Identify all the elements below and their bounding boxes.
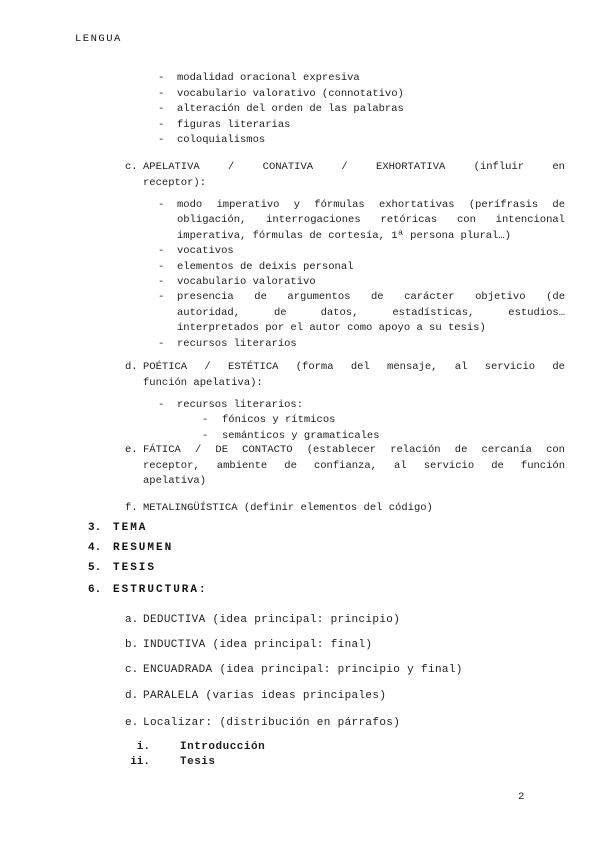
item-marker: a.: [125, 614, 139, 626]
dash-bullet-icon: -: [158, 134, 165, 147]
heading-number: 6.: [88, 584, 102, 596]
roman-item-tesis: [130, 755, 480, 769]
heading-label: TEMA: [113, 522, 148, 534]
list-item: [158, 290, 565, 305]
dash-bullet-icon: -: [158, 199, 165, 211]
item-text: DEDUCTIVA (idea principal: principio): [143, 614, 401, 626]
list-item: [158, 118, 565, 134]
roman-item-introduccion: [136, 740, 480, 754]
list-item-continuation: interpretados por el autor como apoyo a su tesis): [177, 322, 486, 335]
heading-number: 3.: [88, 522, 102, 534]
section-title-line: [125, 159, 565, 175]
section-title-line: apelativa): [143, 475, 207, 488]
item-marker: d.: [125, 690, 139, 702]
list-item-text: recursos literarios:: [177, 399, 304, 411]
list-item-text: vocabulario valorativo: [177, 276, 316, 289]
list-item-continuation: autoridad, de datos, estadísticas, estudios…: [177, 306, 565, 319]
dash-bullet-icon: -: [158, 337, 165, 350]
list-item-text: presencia de argumentos de carácter objetivo (de: [177, 291, 565, 304]
item-text: ENCUADRADA (idea principal: principio y final): [143, 664, 463, 676]
dash-bullet-icon: -: [158, 260, 165, 273]
list-item: [158, 337, 565, 352]
item-text: INDUCTIVA (idea principal: final): [143, 639, 373, 651]
dash-bullet-icon: -: [158, 399, 165, 411]
section-marker: e.: [125, 444, 138, 456]
item-marker: e.: [125, 717, 139, 729]
list-item-text: vocativos: [177, 245, 234, 258]
item-marker: ii.: [130, 756, 150, 768]
list-item-text: alteración del orden de las palabras: [177, 103, 404, 116]
dash-bullet-icon: -: [158, 87, 165, 100]
section-apelativa-title: [125, 159, 565, 191]
apelativa-bullet-list: [158, 198, 565, 352]
list-item: [158, 71, 565, 87]
item-text: PARALELA (varias ideas principales): [143, 690, 387, 702]
list-item: [158, 244, 565, 259]
list-item-text: recursos literarios: [177, 337, 297, 350]
list-item: [158, 87, 565, 103]
dash-bullet-icon: -: [202, 429, 209, 442]
heading-tema: [88, 521, 408, 536]
list-item-text: coloquialismos: [177, 134, 266, 147]
list-item: [158, 102, 565, 118]
dash-bullet-icon: -: [158, 245, 165, 258]
heading-label: TESIS: [113, 562, 157, 574]
list-item: [202, 429, 565, 445]
page-number: 2: [518, 791, 525, 803]
dash-bullet-icon: -: [158, 103, 165, 116]
estructura-item-deductiva: [125, 613, 565, 628]
item-marker: i.: [136, 741, 150, 753]
item-text: Localizar: (distribución en párrafos): [143, 717, 401, 729]
section-title-line: función apelativa):: [143, 377, 263, 389]
list-item-text: fónicos y rítmicos: [222, 414, 336, 426]
heading-number: 5.: [88, 562, 102, 574]
dash-bullet-icon: -: [158, 291, 165, 304]
list-item: [158, 198, 565, 213]
section-marker: c.: [125, 161, 138, 173]
section-title-text: FÁTICA / DE CONTACTO (establecer relación de cercanía con: [143, 444, 565, 456]
item-text: Tesis: [180, 756, 216, 768]
heading-number: 4.: [88, 542, 102, 554]
section-marker: f.: [125, 502, 138, 514]
list-item-text: figuras literarias: [177, 118, 291, 131]
list-item-text: modo imperativo y fórmulas exhortativas (perífrasis de: [177, 199, 565, 211]
list-item-text: modalidad oracional expresiva: [177, 72, 360, 84]
list-item-continuation: imperativa, fórmulas de cortesía, 1ª persona plural…): [177, 229, 511, 242]
dash-bullet-icon: -: [202, 414, 209, 426]
heading-tesis: [88, 561, 408, 576]
list-item: [158, 260, 565, 275]
heading-label: RESUMEN: [113, 542, 174, 554]
section-poetica-title: [125, 359, 565, 391]
page-header: LENGUA: [75, 33, 122, 45]
dash-bullet-icon: -: [158, 72, 165, 84]
estructura-item-paralela: [125, 689, 565, 704]
section-metalinguistica: [125, 501, 565, 517]
section-marker: d.: [125, 361, 138, 373]
section-fatica: [125, 443, 565, 490]
list-item: [158, 398, 565, 414]
list-item-text: vocabulario valorativo (connotativo): [177, 87, 404, 100]
section-title-text: APELATIVA / CONATIVA / EXHORTATIVA (influir en: [143, 161, 565, 173]
estructura-item-inductiva: [125, 638, 565, 653]
item-marker: c.: [125, 664, 139, 676]
poetica-sub-bullet-list: [202, 413, 565, 444]
list-item: [158, 133, 565, 149]
item-text: Introducción: [180, 741, 266, 753]
list-item: [158, 275, 565, 290]
heading-label: ESTRUCTURA:: [113, 584, 208, 596]
section-title-line: receptor, ambiente de confianza, al servicio de función: [143, 459, 565, 472]
section-title-text: POÉTICA / ESTÉTICA (forma del mensaje, al servicio de: [143, 361, 565, 373]
dash-bullet-icon: -: [158, 118, 165, 131]
section-title-text: METALINGÜÍSTICA (definir elementos del código): [143, 502, 433, 514]
list-item: [202, 413, 565, 429]
estructura-item-encuadrada: [125, 663, 565, 678]
section-title-line: [125, 501, 565, 517]
section-title-line: receptor):: [143, 177, 207, 189]
list-item-text: semánticos y gramaticales: [222, 429, 380, 442]
expresiva-bullet-list: [158, 71, 565, 149]
list-item-text: elementos de deixis personal: [177, 260, 354, 273]
heading-estructura: [88, 583, 408, 598]
list-item-continuation: obligación, interrogaciones retóricas con intencional: [177, 214, 565, 227]
poetica-bullet-list: [158, 398, 565, 414]
estructura-item-localizar: [125, 716, 565, 731]
dash-bullet-icon: -: [158, 276, 165, 289]
section-title-line: [125, 359, 565, 375]
item-marker: b.: [125, 639, 139, 651]
section-title-line: [125, 443, 565, 459]
heading-resumen: [88, 541, 408, 556]
